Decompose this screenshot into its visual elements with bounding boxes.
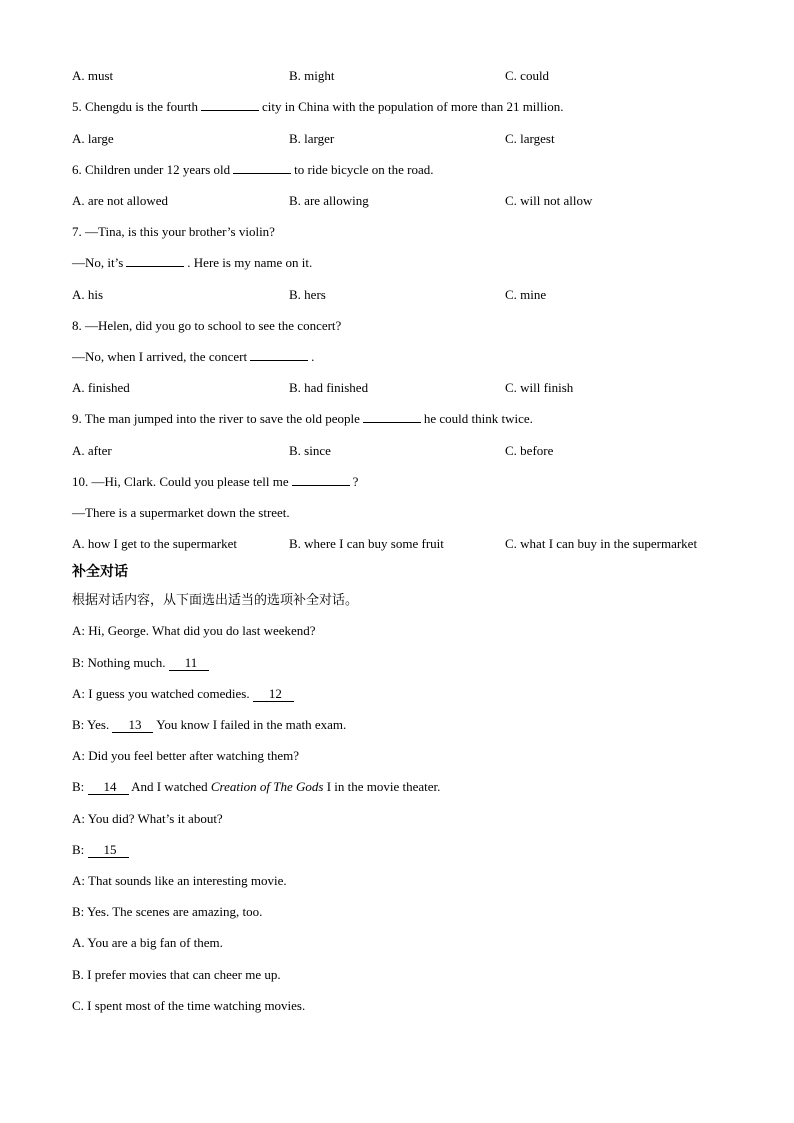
q9-stem: 9. The man jumped into the river to save the old people he could think twice.	[72, 411, 533, 426]
q8-option-a: A. finished	[72, 380, 130, 395]
blank-12: 12	[253, 687, 294, 702]
answer-blank	[363, 411, 421, 423]
q6-option-a: A. are not allowed	[72, 193, 169, 208]
q8-options	[72, 380, 772, 396]
dialogue-line-9: A: That sounds like an interesting movie.	[72, 873, 287, 888]
q6-options	[72, 193, 772, 209]
dialogue-line-6: B: 14 And I watched Creation of The Gods I in the movie theater.	[72, 779, 441, 794]
q10-option-c: C. what I can buy in the supermarket	[505, 536, 698, 551]
q10-option-a: A. how I get to the supermarket	[72, 536, 237, 551]
q8-option-c: C. will finish	[505, 380, 574, 395]
q8-line1: 8. —Helen, did you go to school to see the concert?	[72, 318, 342, 333]
blank-15: 15	[88, 843, 129, 858]
blank-14: 14	[88, 780, 129, 795]
dialogue-line-8: B: 15	[72, 842, 129, 858]
q5-option-b: B. larger	[289, 131, 335, 146]
answer-blank	[250, 349, 308, 361]
section-title: 补全对话	[72, 564, 128, 580]
q4-option-a: A. must	[72, 68, 114, 83]
q6-option-b: B. are allowing	[289, 193, 369, 208]
choice-b: B. I prefer movies that can cheer me up.	[72, 967, 281, 982]
q8-line2: —No, when I arrived, the concert .	[72, 349, 315, 364]
dialogue-line-3: A: I guess you watched comedies. 12	[72, 686, 294, 702]
q4-option-b: B. might	[289, 68, 335, 83]
dialogue-line-4: B: Yes. 13 You know I failed in the math exam.	[72, 717, 347, 732]
q7-options	[72, 287, 772, 303]
q10-line1: 10. —Hi, Clark. Could you please tell me ?	[72, 474, 359, 489]
q10-options	[72, 536, 772, 552]
choice-a: A. You are a big fan of them.	[72, 935, 223, 950]
q4-option-c: C. could	[505, 68, 550, 83]
q4-options	[72, 68, 772, 84]
q7-option-c: C. mine	[505, 287, 547, 302]
blank-11: 11	[169, 656, 210, 671]
q6-option-c: C. will not allow	[505, 193, 593, 208]
q9-options	[72, 443, 772, 459]
q10-line2: —There is a supermarket down the street.	[72, 505, 290, 520]
q5-options	[72, 131, 772, 147]
blank-13: 13	[112, 718, 153, 733]
dialogue-line-7: A: You did? What’s it about?	[72, 811, 223, 826]
answer-blank	[233, 162, 291, 174]
q7-line2: —No, it’s . Here is my name on it.	[72, 255, 313, 270]
q9-option-a: A. after	[72, 443, 112, 458]
answer-blank	[292, 474, 350, 486]
q10-option-b: B. where I can buy some fruit	[289, 536, 444, 551]
dialogue-line-1: A: Hi, George. What did you do last weekend?	[72, 623, 316, 638]
dialogue-line-5: A: Did you feel better after watching them?	[72, 748, 300, 763]
q9-option-b: B. since	[289, 443, 331, 458]
q9-option-c: C. before	[505, 443, 554, 458]
q7-line1: 7. —Tina, is this your brother’s violin?	[72, 224, 275, 239]
choice-c: C. I spent most of the time watching movies.	[72, 998, 306, 1013]
dialogue-line-2: B: Nothing much. 11	[72, 655, 209, 671]
answer-blank	[201, 99, 259, 111]
dialogue-line-10: B: Yes. The scenes are amazing, too.	[72, 904, 263, 919]
answer-blank	[126, 255, 184, 267]
q5-option-c: C. largest	[505, 131, 555, 146]
q6-stem: 6. Children under 12 years old to ride bicycle on the road.	[72, 162, 434, 177]
q7-option-b: B. hers	[289, 287, 326, 302]
q7-option-a: A. his	[72, 287, 104, 302]
movie-title: Creation of The Gods	[210, 779, 324, 794]
q5-stem: 5. Chengdu is the fourth city in China with the population of more than 21 million.	[72, 99, 564, 114]
q8-option-b: B. had finished	[289, 380, 369, 395]
q5-option-a: A. large	[72, 131, 114, 146]
section-instruction: 根据对话内容，从下面选出适当的选项补全对话。	[72, 593, 359, 608]
